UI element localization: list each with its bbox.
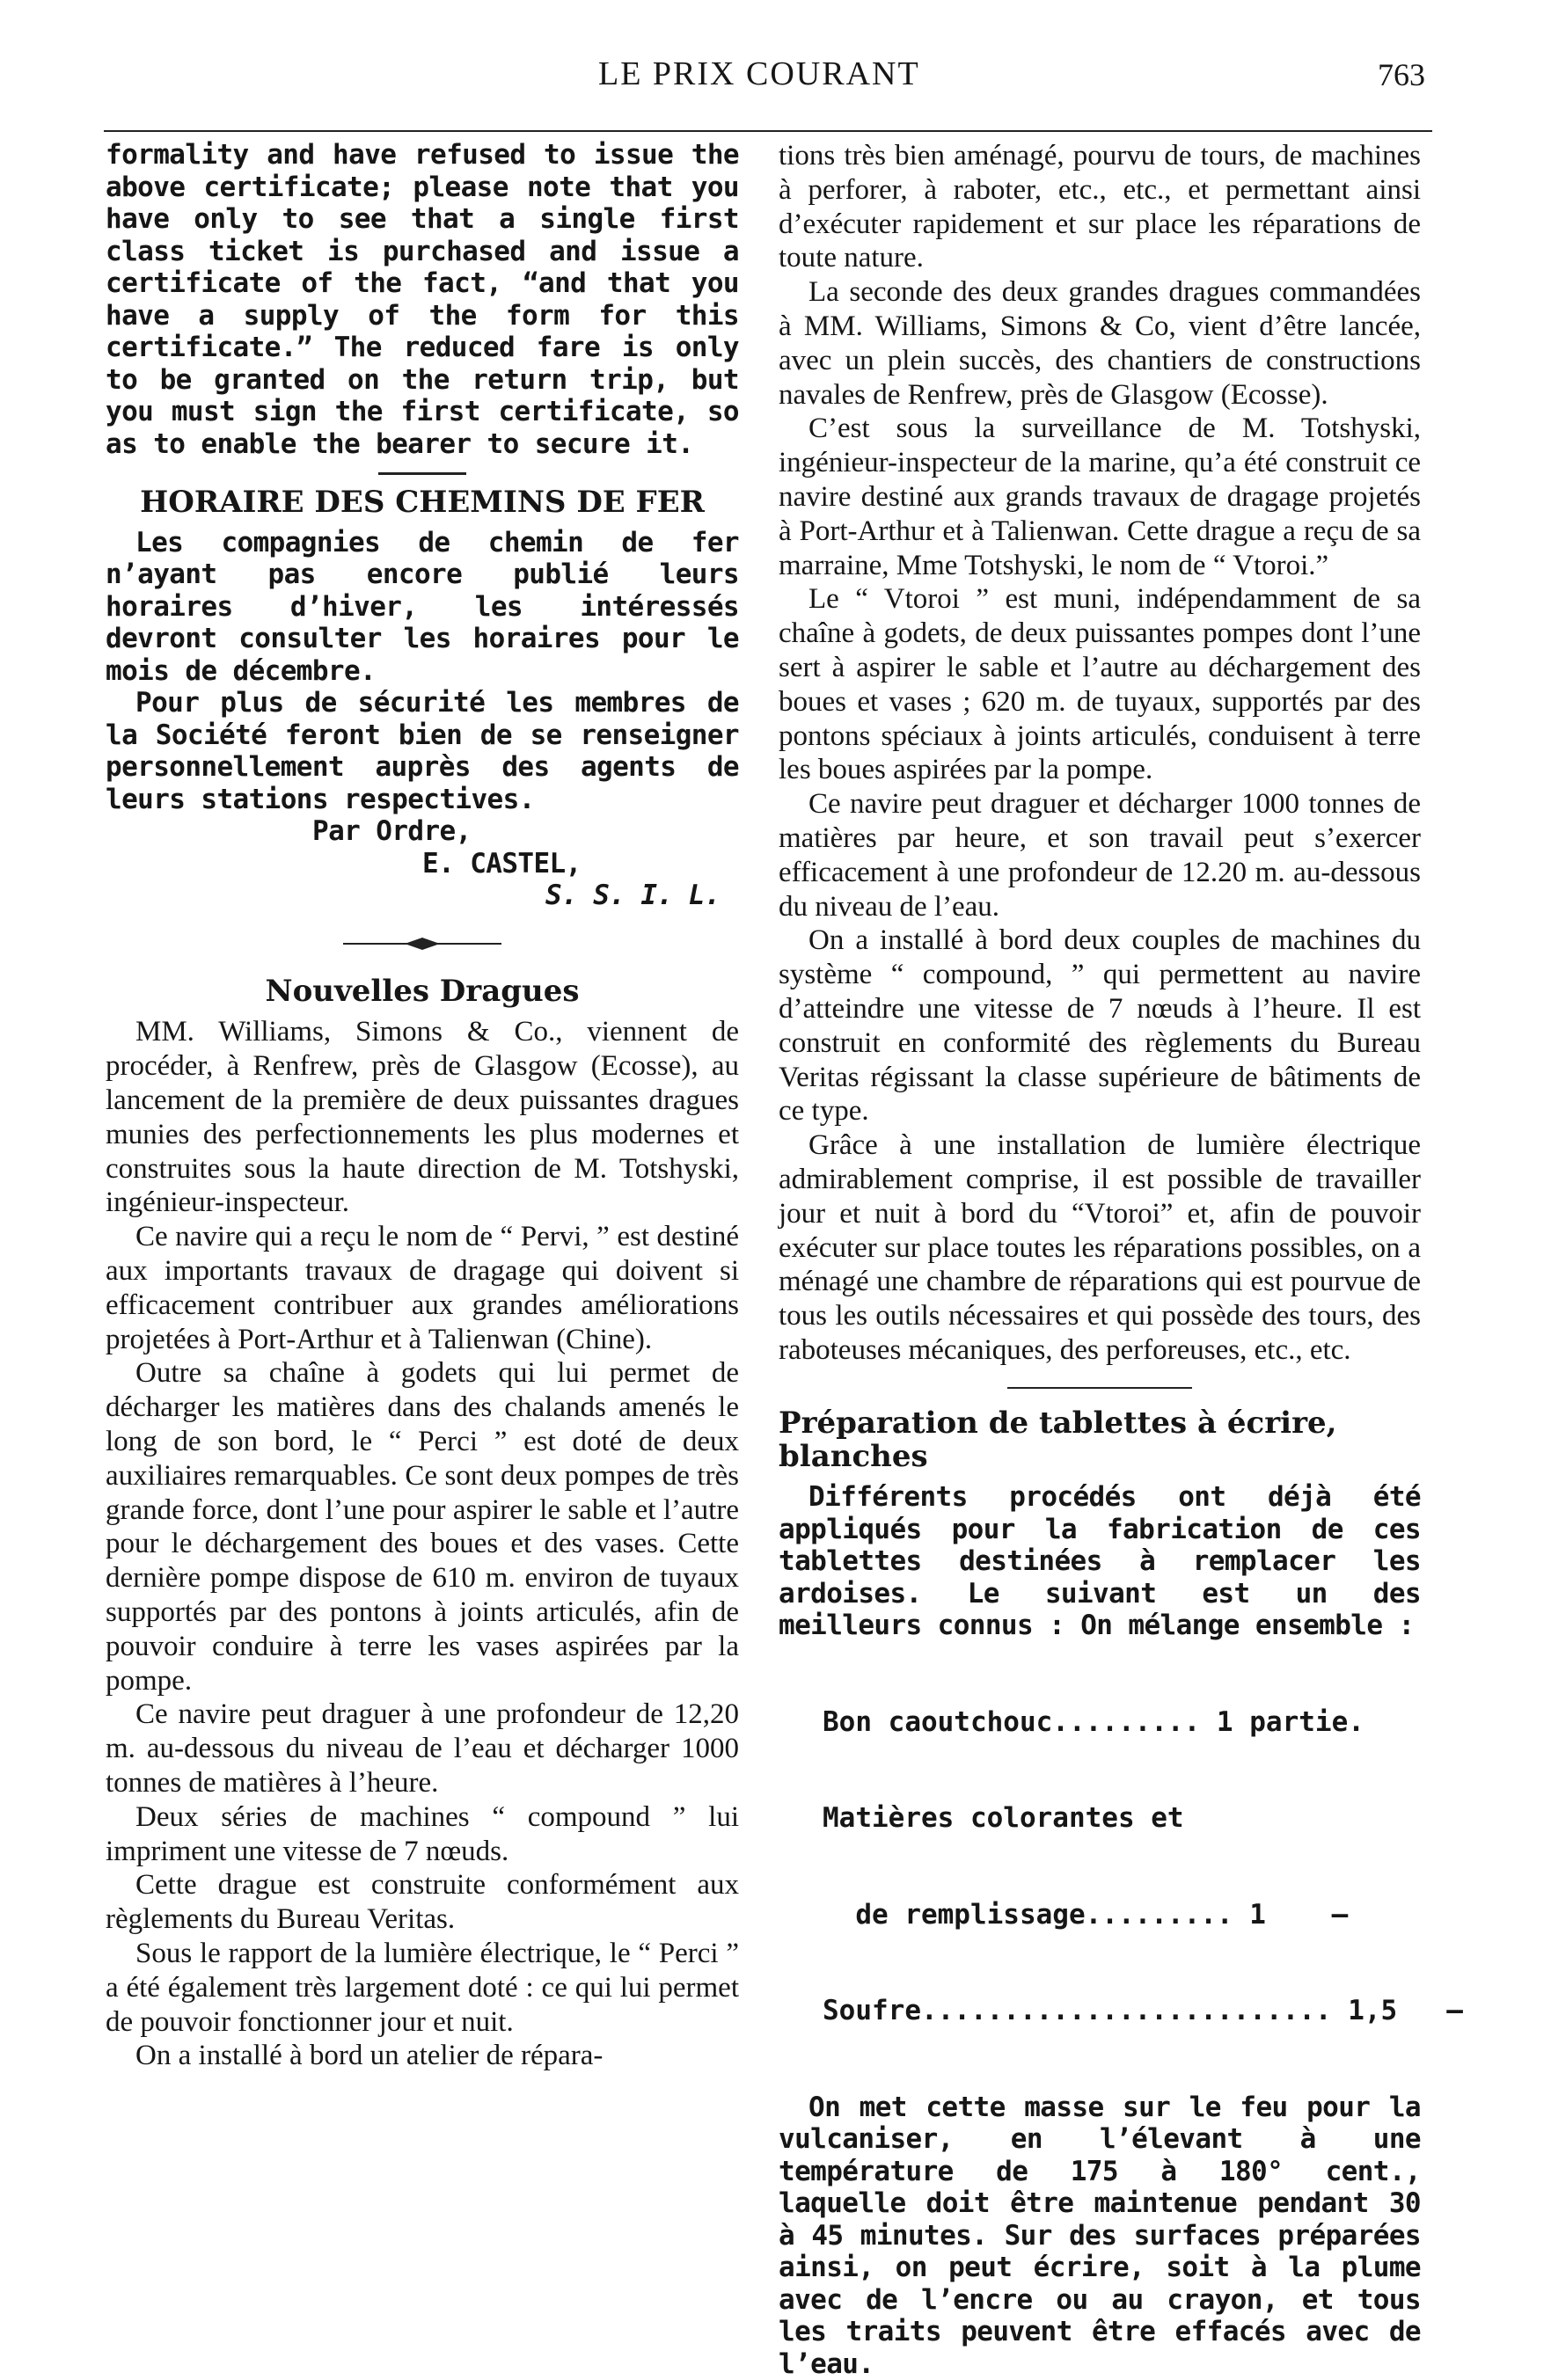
signature-name: E. CASTEL, [422,847,582,880]
ornament-icon [334,935,510,953]
ornament-divider [106,928,739,962]
dragues-paragraph-6: Cette drague est construite conformément aux règlements du Bureau Veritas. [106,1869,739,1936]
right-paragraph-2: La seconde des deux grandes dragues commandées à MM. Williams, Simons & Co, vient d’être lancée, avec un plein succès, des chantiers de constructions navales de Renfrew, près de Glasgow (Ecosse). [779,276,1421,411]
dragues-paragraph-4: Ce navire peut draguer à une profondeur de 12,20 m. au-dessous du niveau de l’eau et décharger 1000 tonnes de matières à l’heure. [106,1698,739,1799]
preparation-heading: Préparation de tablettes à écrire, blanches [779,1405,1337,1475]
horaire-paragraph-1: Les compagnies de chemin de fer n’ayant pas encore publié leurs horaires d’hiver, les intéressés devront consulter les horaires pour le mois de décembre. [106,526,739,687]
dragues-paragraph-7: Sous le rapport de la lumière électrique, le “ Perci ” a été également très largement doté : ce qui lui permet de pouvoir fonctionner jour et nuit. [106,1937,739,2038]
journal-title: LE PRIX COURANT [598,55,920,92]
horaire-heading: HORAIRE DES CHEMINS DE FER [140,485,705,520]
recipe-line: Bon caoutchouc......... 1 partie. [823,1705,1364,1738]
preparation-paragraph-2: On met cette masse sur le feu pour la vulcaniser, en l’élevant à une température de 175 à 180° cent., laquelle doit être maintenue pendant 30 à 45 minutes. Sur des surfaces préparées ainsi, on peut écrire, soit à la plume avec de l’encre ou au crayon, et tous les traits peuvent être effacés avec de l’eau. [779,2091,1421,2380]
page-header [106,55,1425,107]
english-paragraph: formality and have refused to issue the above certificate; please note that you have only to see that a single first class ticket is purchased and issue a certificate of the fact, “and that you have a supply of the form for this certificate.” The reduced fare is only to be granted on the return trip, but you must sign the first certificate, so as to enable the bearer to secure it. [106,139,739,460]
section-divider [1007,1387,1192,1389]
recipe-line: Soufre......................... 1,5 — [823,1995,1463,2027]
dragues-paragraph-5: Deux séries de machines “ compound ” lui impriment une vitesse de 7 nœuds. [106,1800,739,1867]
header-rule [104,130,1432,132]
dragues-paragraph-2: Ce navire qui a reçu le nom de “ Pervi, ” est destiné aux importants travaux de dragage qui doivent si efficacement contribuer aux grandes améliorations projetées à Port-Arthur et à Talienwan (Chine). [106,1221,739,1355]
dragues-heading: Nouvelles Dragues [265,973,580,1009]
dragues-paragraph-8: On a installé à bord un atelier de répara- [135,2040,604,2072]
right-column [779,139,1463,2380]
right-paragraph-4: Le “ Vtoroi ” est muni, indépendamment de sa chaîne à godets, de deux puissantes pompes dont l’une sert à aspirer le sable et l’autre au déchargement des boues et vases ; 620 m. de tuyaux, supportés par des pontons spéciaux à joints articulés, conduisent à terre les boues aspirées par la pompe. [779,583,1421,786]
right-paragraph-1: tions très bien aménagé, pourvu de tours, de machines à perforer, à raboter, etc., etc., et permettant ainsi d’exécuter rapidement et sur place les réparations de toute nature. [779,140,1421,274]
right-paragraph-3: C’est sous la surveillance de M. Totshyski, ingénieur-inspecteur de la marine, qu’a été construit ce navire destiné aux grands travaux de dragage projetés à Port-Arthur et à Talienwan. Cette drague a reçu de sa marraine, Mme Totshyski, le nom de “ Vtoroi.” [779,412,1421,581]
right-paragraph-7: Grâce à une installation de lumière électrique admirablement comprise, il est possible de travailler jour et nuit à bord du “Vtoroi” et, afin de pouvoir exécuter sur place toutes les réparations possibles, on a ménagé une chambre de réparations qui est pourvue de tous les outils nécessaires et qui possède des tours, des raboteuses mécaniques, des perforeuses, etc., etc. [779,1129,1421,1366]
recipe-line: Matières colorantes et [823,1802,1184,1835]
signature-order: Par Ordre, [312,815,472,848]
dragues-paragraph-1: MM. Williams, Simons & Co., viennent de procéder, à Renfrew, près de Glasgow (Ecosse), au lancement de la première de deux puissantes dragues munies des perfectionnements les plus modernes et construites sous la haute direction de M. Totshyski, ingénieur-inspecteur. [106,1016,739,1219]
signature-title: S. S. I. L. [545,880,721,912]
section-divider [378,472,466,475]
preparation-paragraph-1: Différents procédés ont déjà été appliqués pour la fabrication de ces tablettes destinées à remplacer les ardoises. Le suivant est un des meilleurs connus : On mélange ensemble : [779,1481,1421,1642]
dragues-paragraph-3: Outre sa chaîne à godets qui lui permet de décharger les matières dans des chalands amenés le long de son bord, le “ Perci ” est doté de deux auxiliaires remarquables. Ce sont deux pompes de très grande force, dont l’une pour aspirer le sable et l’autre pour le déchargement des boues et des vases. Cette dernière pompe dispose de 610 m. environ de tuyaux supportés par des pontons à joints articulés, afin de pouvoir conduire à terre les vases aspirées par la pompe. [106,1357,739,1697]
horaire-paragraph-2: Pour plus de sécurité les membres de la Société feront bien de se renseigner personnellement auprès des agents de leurs stations respectives. [106,687,739,815]
left-column [106,139,739,2073]
recipe-list [823,1642,1463,2092]
right-paragraph-6: On a installé à bord deux couples de machines du système “ compound, ” qui permettent au navire d’atteindre une vitesse de 7 nœuds à l’heure. Il est construit en conformité des règlements du Bureau Veritas régissant la classe supérieure de bâtiments de ce type. [779,924,1421,1128]
recipe-line: de remplissage......... 1 — [823,1898,1349,1931]
right-paragraph-5: Ce navire peut draguer et décharger 1000 tonnes de matières par heure, et son travail peut s’exercer efficacement à une profondeur de 12.20 m. au-dessous du niveau de l’eau. [779,788,1421,923]
page-number: 763 [1378,57,1425,92]
